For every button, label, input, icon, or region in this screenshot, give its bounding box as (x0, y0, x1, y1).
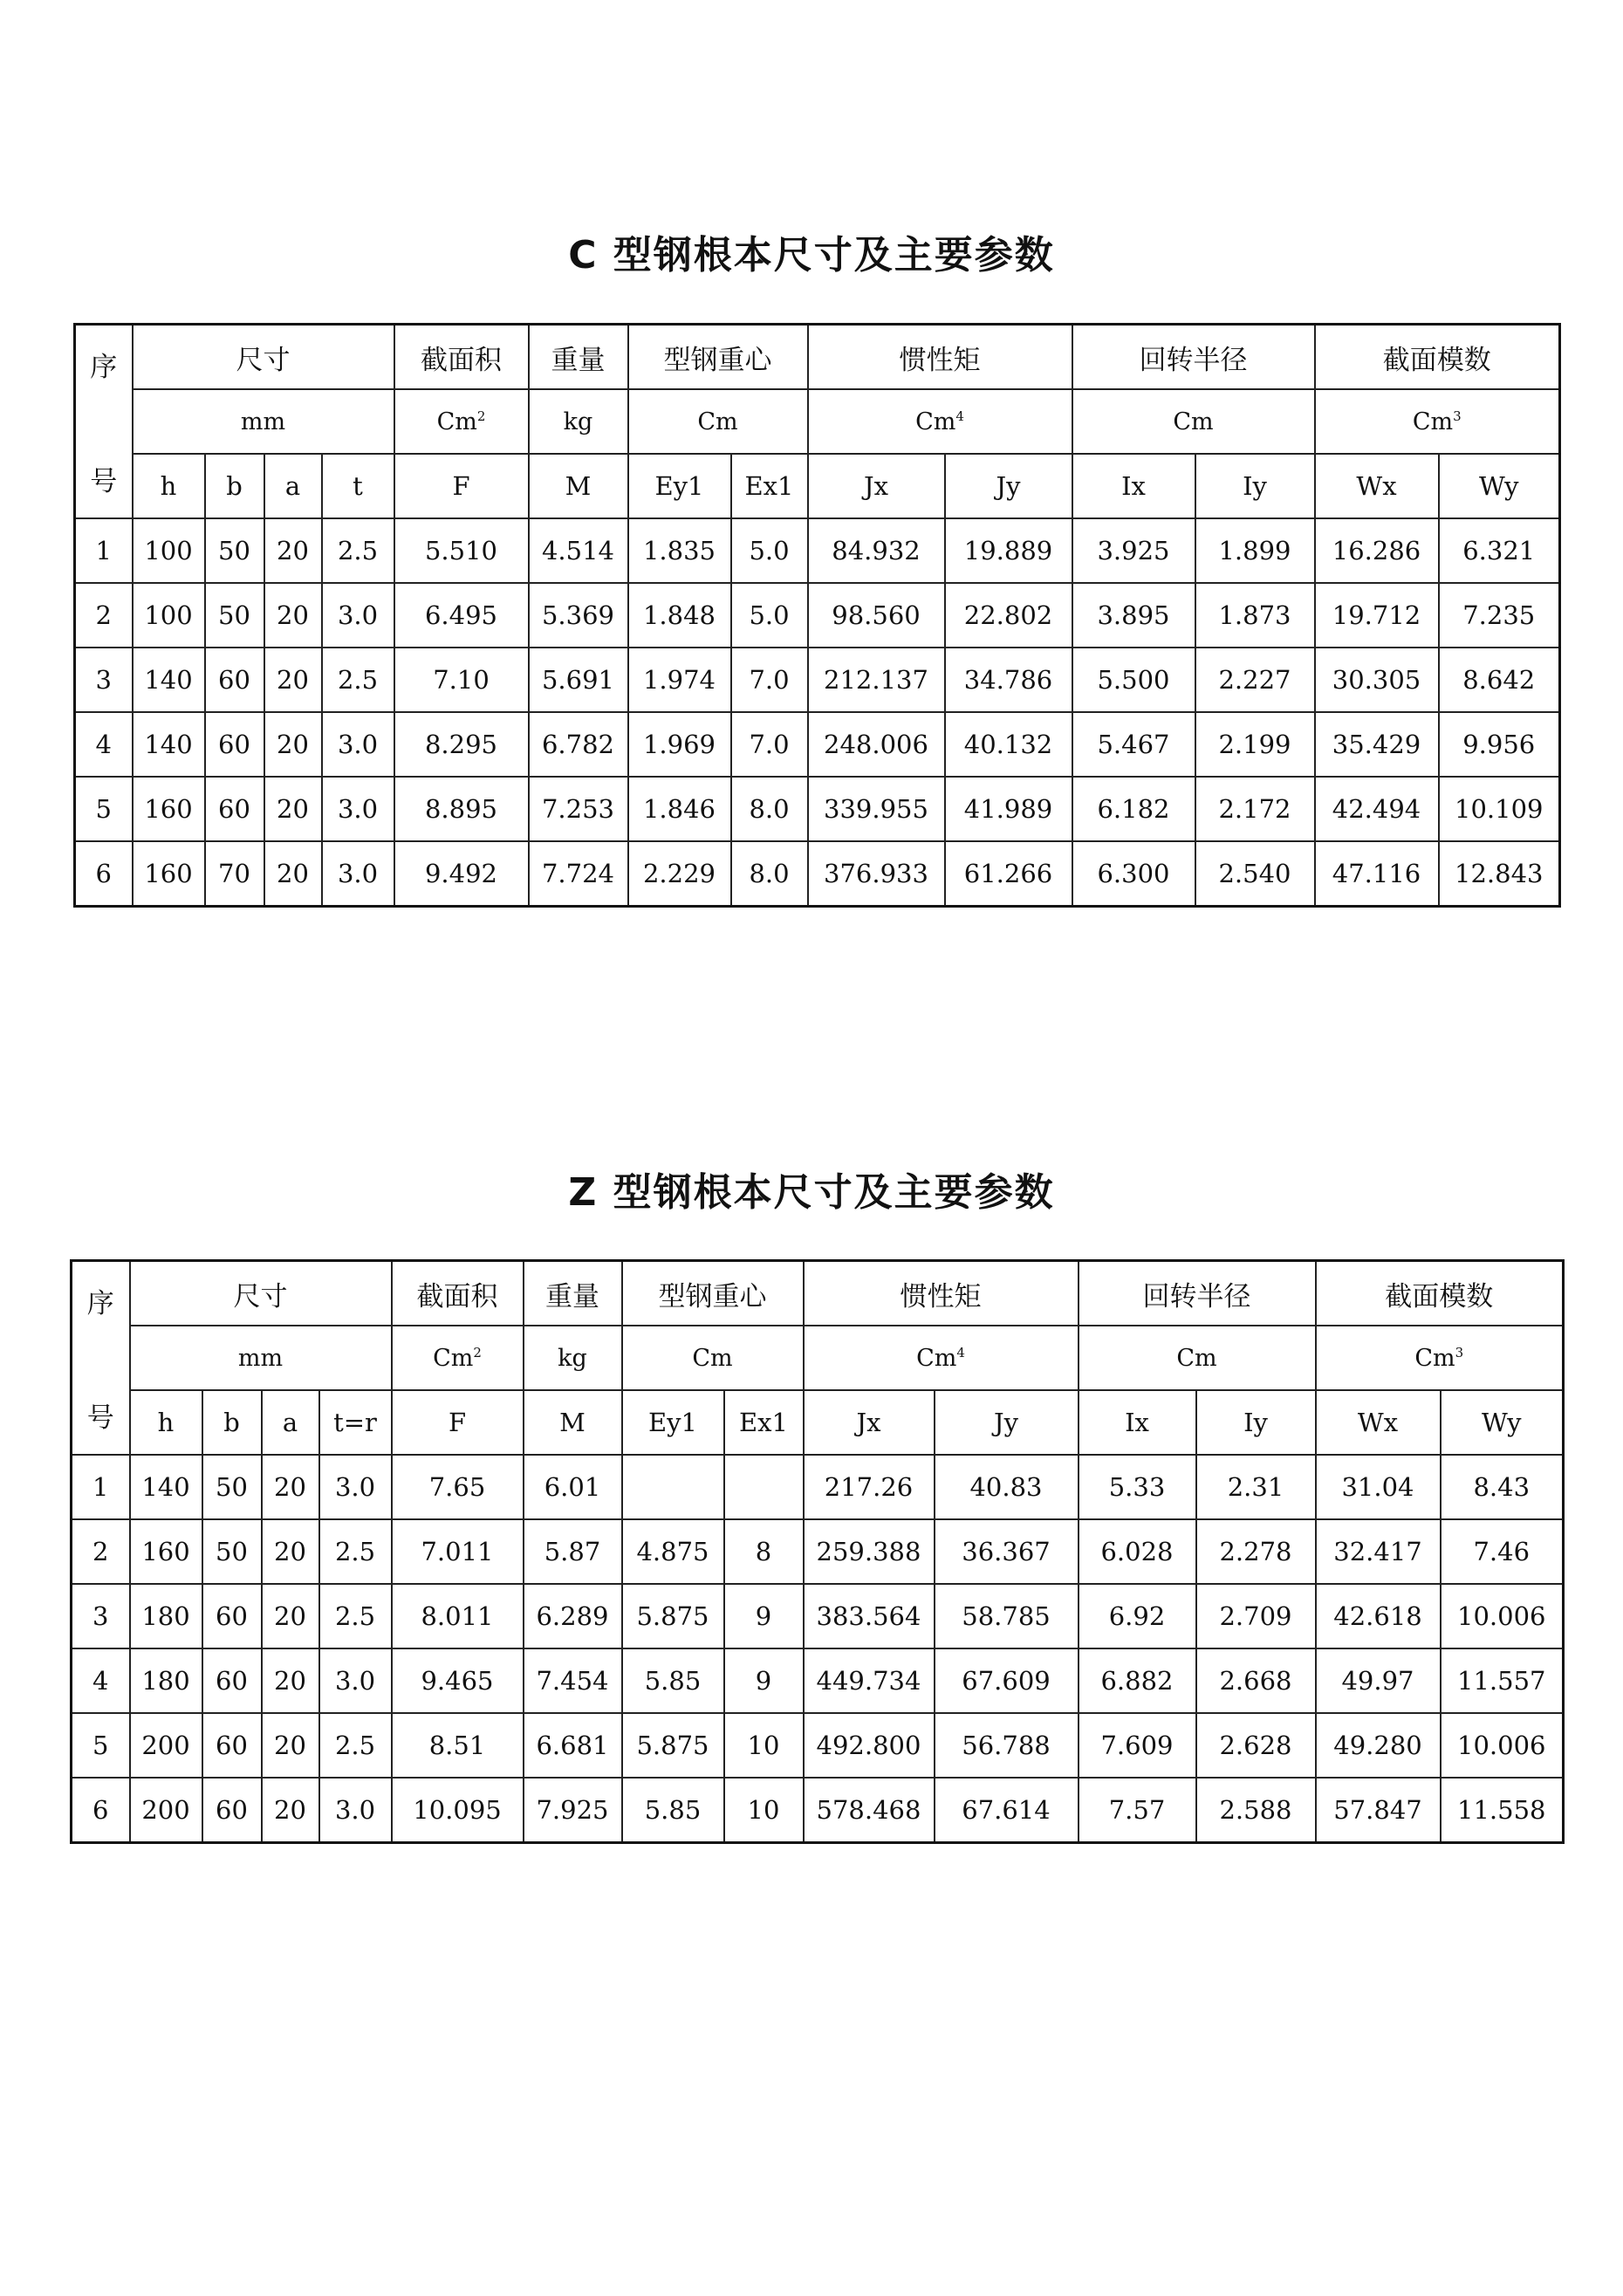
value-cell: 7.65 (392, 1455, 524, 1519)
symbol-cell: Jx (808, 454, 945, 518)
value-cell: 10.006 (1441, 1713, 1564, 1778)
value-cell: 339.955 (808, 777, 945, 841)
value-cell: 49.280 (1316, 1713, 1441, 1778)
value-cell: 34.786 (945, 648, 1072, 712)
table-row (72, 1519, 1564, 1584)
value-cell: 100 (133, 518, 205, 583)
value-cell: 31.04 (1316, 1455, 1441, 1519)
value-cell: 3.0 (319, 1455, 392, 1519)
value-cell: 160 (133, 841, 205, 907)
value-cell: 376.933 (808, 841, 945, 907)
value-cell: 1.846 (628, 777, 731, 841)
value-cell: 56.788 (935, 1713, 1079, 1778)
c-section-title: C 型钢根本尺寸及主要参数 (568, 233, 1055, 278)
value-cell: 5.369 (529, 583, 628, 648)
value-cell: 7.0 (731, 712, 808, 777)
value-cell: 6.182 (1072, 777, 1195, 841)
inertia-unit: Cm$^4$ (804, 1326, 1079, 1390)
value-cell: 2.668 (1196, 1648, 1316, 1713)
symbol-cell: t=r (319, 1390, 392, 1455)
value-cell: 10 (724, 1713, 804, 1778)
symbol-cell: h (130, 1390, 202, 1455)
value-cell: 20 (262, 1648, 319, 1713)
modulus-header: 截面模数 (1315, 325, 1560, 390)
value-cell: 160 (130, 1519, 202, 1584)
value-cell: 259.388 (804, 1519, 935, 1584)
value-cell: 20 (262, 1584, 319, 1648)
value-cell: 19.889 (945, 518, 1072, 583)
radius-unit: Cm (1072, 389, 1315, 454)
table-row (75, 518, 1560, 583)
value-cell: 2.628 (1196, 1713, 1316, 1778)
value-cell: 3.0 (322, 777, 394, 841)
modulus-unit: Cm$^3$ (1315, 389, 1560, 454)
value-cell: 140 (133, 648, 205, 712)
value-cell: 3.0 (319, 1648, 392, 1713)
modulus-header: 截面模数 (1316, 1261, 1564, 1326)
value-cell: 60 (202, 1713, 262, 1778)
symbol-cell: t (322, 454, 394, 518)
value-cell: 2.709 (1196, 1584, 1316, 1648)
value-cell: 5.510 (394, 518, 529, 583)
value-cell: 2.5 (319, 1584, 392, 1648)
inertia-header: 惯性矩 (804, 1261, 1079, 1326)
value-cell: 7.235 (1439, 583, 1560, 648)
value-cell: 2.278 (1196, 1519, 1316, 1584)
value-cell: 8.43 (1441, 1455, 1564, 1519)
value-cell: 5.85 (622, 1778, 724, 1843)
value-cell: 11.558 (1441, 1778, 1564, 1843)
symbol-cell: Wy (1441, 1390, 1564, 1455)
value-cell: 8.011 (392, 1584, 524, 1648)
value-cell: 5.691 (529, 648, 628, 712)
symbol-cell: Wx (1315, 454, 1439, 518)
value-cell (622, 1455, 724, 1519)
value-cell: 20 (262, 1455, 319, 1519)
symbol-row (72, 1390, 1564, 1455)
weight-header: 重量 (529, 325, 628, 390)
seq-header-top: 序 (90, 352, 118, 383)
value-cell: 47.116 (1315, 841, 1439, 907)
value-cell: 492.800 (804, 1713, 935, 1778)
value-cell: 7.46 (1441, 1519, 1564, 1584)
value-cell: 20 (264, 712, 322, 777)
symbol-cell: a (262, 1390, 319, 1455)
value-cell: 140 (133, 712, 205, 777)
value-cell: 20 (264, 648, 322, 712)
value-cell: 6.782 (529, 712, 628, 777)
value-cell: 30.305 (1315, 648, 1439, 712)
seq-header-bottom: 号 (86, 1402, 114, 1434)
value-cell: 2.229 (628, 841, 731, 907)
inertia-unit: Cm$^4$ (808, 389, 1072, 454)
value-cell: 20 (264, 777, 322, 841)
value-cell: 6.321 (1439, 518, 1560, 583)
value-cell: 20 (262, 1778, 319, 1843)
value-cell: 5.500 (1072, 648, 1195, 712)
weight-header: 重量 (524, 1261, 622, 1326)
table-row (75, 583, 1560, 648)
value-cell: 8.0 (731, 841, 808, 907)
table-row (72, 1778, 1564, 1843)
value-cell: 1.969 (628, 712, 731, 777)
symbol-cell: Ex1 (724, 1390, 804, 1455)
value-cell: 40.132 (945, 712, 1072, 777)
value-cell: 6.028 (1079, 1519, 1196, 1584)
row-number-cell: 6 (72, 1778, 130, 1843)
value-cell: 1.899 (1195, 518, 1315, 583)
z-steel-spec-table (70, 1259, 1565, 1844)
value-cell: 7.724 (529, 841, 628, 907)
value-cell: 20 (264, 583, 322, 648)
value-cell: 42.618 (1316, 1584, 1441, 1648)
symbol-cell: M (529, 454, 628, 518)
centroid-header: 型钢重心 (622, 1261, 804, 1326)
value-cell: 6.681 (524, 1713, 622, 1778)
row-number-cell: 3 (72, 1584, 130, 1648)
value-cell: 7.925 (524, 1778, 622, 1843)
value-cell: 3.0 (319, 1778, 392, 1843)
value-cell: 60 (202, 1778, 262, 1843)
row-number-cell: 5 (72, 1713, 130, 1778)
table-row (75, 648, 1560, 712)
c-steel-spec-table (73, 323, 1561, 908)
value-cell: 5.85 (622, 1648, 724, 1713)
value-cell: 2.5 (322, 518, 394, 583)
value-cell: 1.873 (1195, 583, 1315, 648)
value-cell: 5.33 (1079, 1455, 1196, 1519)
value-cell: 2.588 (1196, 1778, 1316, 1843)
value-cell: 9 (724, 1648, 804, 1713)
table-row (72, 1713, 1564, 1778)
value-cell: 32.417 (1316, 1519, 1441, 1584)
value-cell: 180 (130, 1584, 202, 1648)
value-cell: 50 (205, 583, 264, 648)
value-cell: 4.875 (622, 1519, 724, 1584)
value-cell: 2.227 (1195, 648, 1315, 712)
symbol-cell: Ix (1079, 1390, 1196, 1455)
value-cell: 19.712 (1315, 583, 1439, 648)
centroid-unit: Cm (628, 389, 808, 454)
table-row (72, 1648, 1564, 1713)
row-number-cell: 2 (75, 583, 133, 648)
symbol-cell: Ey1 (622, 1390, 724, 1455)
value-cell: 7.011 (392, 1519, 524, 1584)
table-row (75, 841, 1560, 907)
symbol-row (75, 454, 1560, 518)
value-cell: 40.83 (935, 1455, 1079, 1519)
value-cell: 60 (205, 777, 264, 841)
value-cell: 8.51 (392, 1713, 524, 1778)
value-cell: 1.835 (628, 518, 731, 583)
value-cell: 22.802 (945, 583, 1072, 648)
row-number-cell: 3 (75, 648, 133, 712)
value-cell: 8.642 (1439, 648, 1560, 712)
row-number-cell: 5 (75, 777, 133, 841)
value-cell: 67.614 (935, 1778, 1079, 1843)
value-cell: 248.006 (808, 712, 945, 777)
symbol-cell: Ix (1072, 454, 1195, 518)
weight-unit: kg (529, 389, 628, 454)
symbol-cell: Wy (1439, 454, 1560, 518)
area-header: 截面积 (392, 1261, 524, 1326)
table-row (72, 1455, 1564, 1519)
z-section-title: Z 型钢根本尺寸及主要参数 (568, 1170, 1055, 1215)
row-number-cell: 1 (75, 518, 133, 583)
table-row (72, 1584, 1564, 1648)
value-cell: 49.97 (1316, 1648, 1441, 1713)
value-cell: 7.253 (529, 777, 628, 841)
value-cell: 57.847 (1316, 1778, 1441, 1843)
value-cell: 5.0 (731, 583, 808, 648)
value-cell: 7.57 (1079, 1778, 1196, 1843)
value-cell: 41.989 (945, 777, 1072, 841)
value-cell: 20 (264, 841, 322, 907)
symbol-cell: Jx (804, 1390, 935, 1455)
value-cell: 50 (205, 518, 264, 583)
size-header: 尺寸 (130, 1261, 392, 1326)
value-cell: 20 (262, 1713, 319, 1778)
value-cell: 5.467 (1072, 712, 1195, 777)
value-cell: 20 (264, 518, 322, 583)
size-unit: mm (130, 1326, 392, 1390)
value-cell: 16.286 (1315, 518, 1439, 583)
value-cell: 35.429 (1315, 712, 1439, 777)
symbol-cell: b (205, 454, 264, 518)
value-cell: 2.199 (1195, 712, 1315, 777)
symbol-cell: M (524, 1390, 622, 1455)
value-cell: 8.895 (394, 777, 529, 841)
value-cell: 70 (205, 841, 264, 907)
value-cell: 200 (130, 1713, 202, 1778)
value-cell: 8.0 (731, 777, 808, 841)
symbol-cell: Ex1 (731, 454, 808, 518)
value-cell: 5.87 (524, 1519, 622, 1584)
symbol-cell: Ey1 (628, 454, 731, 518)
value-cell: 7.609 (1079, 1713, 1196, 1778)
value-cell: 98.560 (808, 583, 945, 648)
value-cell: 2.31 (1196, 1455, 1316, 1519)
seq-header-bottom: 号 (90, 466, 118, 497)
value-cell: 160 (133, 777, 205, 841)
value-cell: 5.0 (731, 518, 808, 583)
value-cell: 6.495 (394, 583, 529, 648)
value-cell: 60 (205, 712, 264, 777)
value-cell: 4.514 (529, 518, 628, 583)
symbol-cell: Jy (945, 454, 1072, 518)
symbol-cell: F (392, 1390, 524, 1455)
value-cell: 60 (202, 1648, 262, 1713)
value-cell: 20 (262, 1519, 319, 1584)
centroid-header: 型钢重心 (628, 325, 808, 390)
value-cell: 6.01 (524, 1455, 622, 1519)
value-cell: 3.925 (1072, 518, 1195, 583)
table-row (75, 712, 1560, 777)
value-cell: 2.5 (319, 1713, 392, 1778)
value-cell: 3.0 (322, 712, 394, 777)
value-cell: 10 (724, 1778, 804, 1843)
value-cell: 217.26 (804, 1455, 935, 1519)
value-cell: 9 (724, 1584, 804, 1648)
value-cell: 1.848 (628, 583, 731, 648)
value-cell: 6.289 (524, 1584, 622, 1648)
value-cell: 1.974 (628, 648, 731, 712)
value-cell: 61.266 (945, 841, 1072, 907)
value-cell: 10.109 (1439, 777, 1560, 841)
symbol-cell: b (202, 1390, 262, 1455)
symbol-cell: Jy (935, 1390, 1079, 1455)
value-cell: 58.785 (935, 1584, 1079, 1648)
value-cell: 2.540 (1195, 841, 1315, 907)
value-cell: 212.137 (808, 648, 945, 712)
row-number-cell: 6 (75, 841, 133, 907)
value-cell: 9.956 (1439, 712, 1560, 777)
radius-unit: Cm (1079, 1326, 1316, 1390)
size-header: 尺寸 (133, 325, 394, 390)
value-cell: 6.92 (1079, 1584, 1196, 1648)
value-cell (724, 1455, 804, 1519)
value-cell: 7.454 (524, 1648, 622, 1713)
value-cell: 9.492 (394, 841, 529, 907)
area-header: 截面积 (394, 325, 529, 390)
size-unit: mm (133, 389, 394, 454)
value-cell: 84.932 (808, 518, 945, 583)
row-number-cell: 4 (75, 712, 133, 777)
value-cell: 449.734 (804, 1648, 935, 1713)
value-cell: 3.895 (1072, 583, 1195, 648)
area-unit: Cm$^2$ (392, 1326, 524, 1390)
symbol-cell: Wx (1316, 1390, 1441, 1455)
value-cell: 578.468 (804, 1778, 935, 1843)
value-cell: 2.5 (319, 1519, 392, 1584)
symbol-cell: h (133, 454, 205, 518)
modulus-unit: Cm$^3$ (1316, 1326, 1564, 1390)
weight-unit: kg (524, 1326, 622, 1390)
value-cell: 42.494 (1315, 777, 1439, 841)
value-cell: 5.875 (622, 1713, 724, 1778)
area-unit: Cm$^2$ (394, 389, 529, 454)
radius-header: 回转半径 (1079, 1261, 1316, 1326)
value-cell: 60 (205, 648, 264, 712)
seq-header (75, 325, 133, 519)
symbol-cell: Iy (1196, 1390, 1316, 1455)
value-cell: 36.367 (935, 1519, 1079, 1584)
centroid-unit: Cm (622, 1326, 804, 1390)
value-cell: 8.295 (394, 712, 529, 777)
symbol-cell: a (264, 454, 322, 518)
value-cell: 140 (130, 1455, 202, 1519)
value-cell: 2.172 (1195, 777, 1315, 841)
value-cell: 383.564 (804, 1584, 935, 1648)
row-number-cell: 1 (72, 1455, 130, 1519)
value-cell: 8 (724, 1519, 804, 1584)
table-row (75, 777, 1560, 841)
value-cell: 3.0 (322, 583, 394, 648)
value-cell: 7.10 (394, 648, 529, 712)
value-cell: 2.5 (322, 648, 394, 712)
value-cell: 12.843 (1439, 841, 1560, 907)
value-cell: 11.557 (1441, 1648, 1564, 1713)
value-cell: 180 (130, 1648, 202, 1713)
value-cell: 5.875 (622, 1584, 724, 1648)
value-cell: 6.300 (1072, 841, 1195, 907)
seq-header-top: 序 (86, 1288, 114, 1319)
value-cell: 60 (202, 1584, 262, 1648)
row-number-cell: 4 (72, 1648, 130, 1713)
value-cell: 10.095 (392, 1778, 524, 1843)
value-cell: 67.609 (935, 1648, 1079, 1713)
radius-header: 回转半径 (1072, 325, 1315, 390)
value-cell: 3.0 (322, 841, 394, 907)
symbol-cell: Iy (1195, 454, 1315, 518)
value-cell: 50 (202, 1455, 262, 1519)
value-cell: 50 (202, 1519, 262, 1584)
value-cell: 10.006 (1441, 1584, 1564, 1648)
value-cell: 7.0 (731, 648, 808, 712)
value-cell: 6.882 (1079, 1648, 1196, 1713)
value-cell: 9.465 (392, 1648, 524, 1713)
symbol-cell: F (394, 454, 529, 518)
value-cell: 200 (130, 1778, 202, 1843)
row-number-cell: 2 (72, 1519, 130, 1584)
seq-header (72, 1261, 130, 1456)
value-cell: 100 (133, 583, 205, 648)
inertia-header: 惯性矩 (808, 325, 1072, 390)
